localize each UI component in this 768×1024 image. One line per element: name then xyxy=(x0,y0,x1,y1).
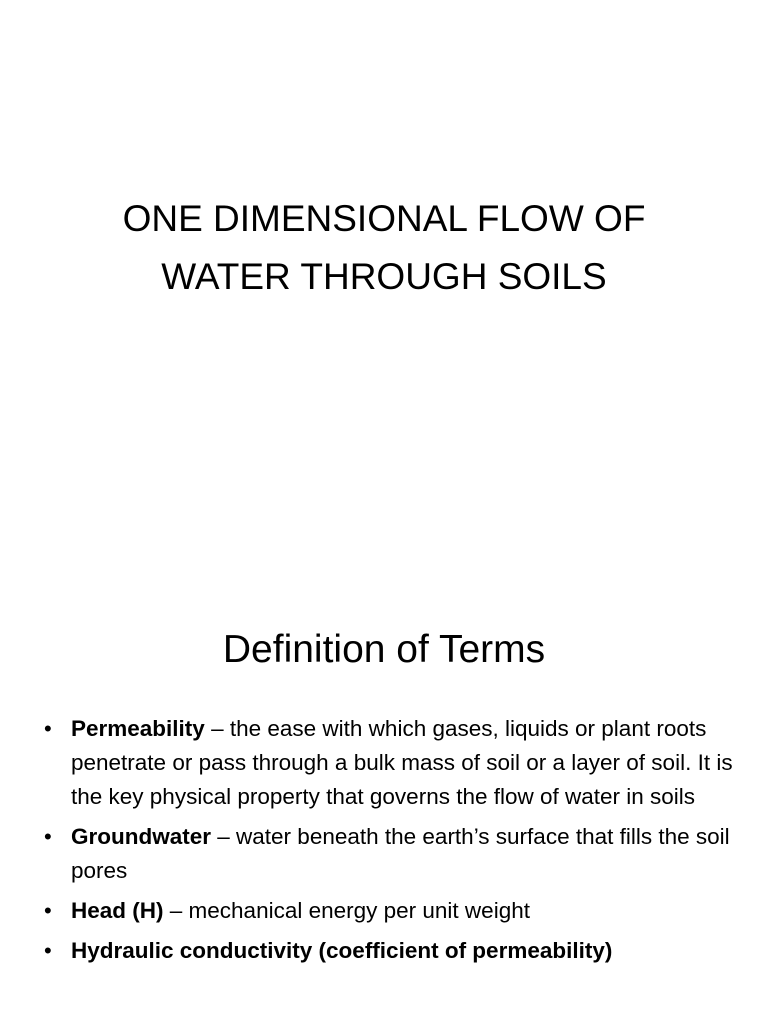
slide-title-line-1: ONE DIMENSIONAL FLOW OF xyxy=(122,198,646,239)
definition-item-head xyxy=(40,894,740,928)
bullet-icon: • xyxy=(44,938,52,963)
definition-term: Hydraulic conductivity (coefficient of permeability) xyxy=(71,938,613,963)
definition-text: – water beneath the earth’s surface that fills the soil pores xyxy=(71,824,730,883)
bullet-icon: • xyxy=(44,824,52,849)
definitions-slide xyxy=(0,576,768,1024)
bullet-icon: • xyxy=(44,716,52,741)
definitions-title: Definition of Terms xyxy=(222,628,546,671)
slide-title xyxy=(0,190,768,306)
definition-text: – the ease with which gases, liquids or plant roots penetrate or pass through a bulk mass of soil or a layer of soil. It is the key physical property that governs the flow of water in soils xyxy=(71,716,733,809)
definitions-list xyxy=(40,712,740,974)
definition-term: Groundwater xyxy=(71,824,212,849)
bullet-icon: • xyxy=(44,898,52,923)
definition-item-groundwater xyxy=(40,820,740,888)
definition-term: Permeability xyxy=(71,716,205,741)
definition-term: Head (H) xyxy=(71,898,164,923)
slide-title-line-2: WATER THROUGH SOILS xyxy=(161,256,607,297)
definition-item-permeability xyxy=(40,712,740,814)
definition-item-hydraulic-conductivity xyxy=(40,934,740,968)
definition-text: – mechanical energy per unit weight xyxy=(163,898,530,923)
